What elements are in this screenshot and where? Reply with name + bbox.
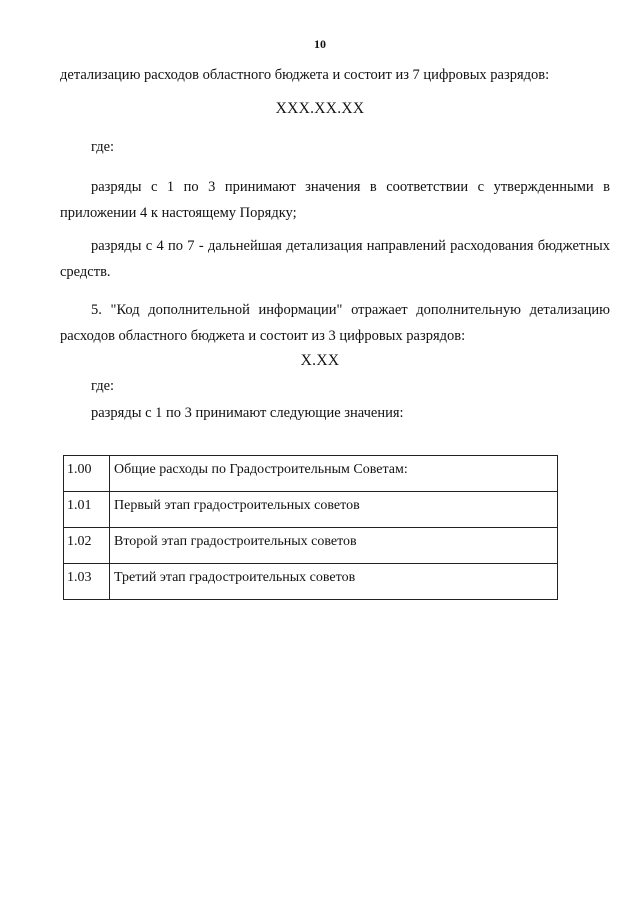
code-format-7-digits: XXX.XX.XX (275, 100, 365, 117)
code-format-3-digits: X.XX (300, 352, 340, 369)
table-row (64, 456, 558, 492)
digits-1-3-paragraph: разряды с 1 по 3 принимают значения в соответствии с утвержденными в приложении 4 к настоящему Порядку; (60, 179, 610, 221)
table-row (64, 564, 558, 600)
digits-4-7-paragraph: разряды с 4 по 7 - дальнейшая детализация направлений расходования бюджетных средств. (60, 238, 610, 280)
code-cell: 1.02 (64, 528, 110, 564)
code-cell: 1.03 (64, 564, 110, 600)
where-label-1: где: (91, 139, 115, 155)
additional-info-codes-table (63, 455, 558, 600)
description-cell: Второй этап градостроительных советов (110, 528, 558, 564)
description-cell: Третий этап градостроительных советов (110, 564, 558, 600)
intro-paragraph: детализацию расходов областного бюджета и состоит из 7 цифровых разрядов: (60, 67, 550, 83)
table-row (64, 492, 558, 528)
code-cell: 1.00 (64, 456, 110, 492)
description-cell: Первый этап градостроительных советов (110, 492, 558, 528)
table-row (64, 528, 558, 564)
where-label-2: где: (91, 378, 115, 394)
additional-info-code-paragraph: 5. "Код дополнительной информации" отражает дополнительную детализацию расходов областного бюджета и состоит из 3 цифровых разрядов: (60, 302, 610, 344)
code-cell: 1.01 (64, 492, 110, 528)
page-number: 10 (314, 37, 326, 51)
values-intro-paragraph: разряды с 1 по 3 принимают следующие значения: (91, 405, 404, 421)
description-cell: Общие расходы по Градостроительным Советам: (110, 456, 558, 492)
